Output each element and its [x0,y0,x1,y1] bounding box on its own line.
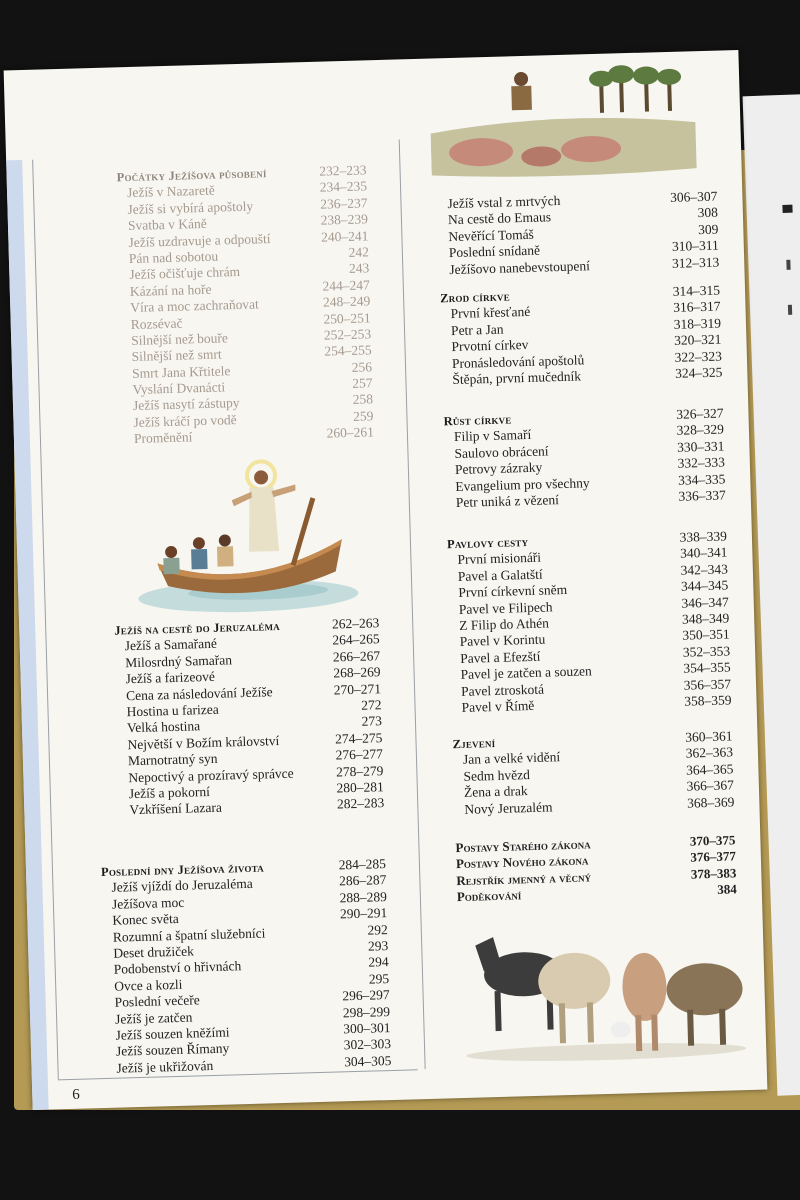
entry-title: Nevěřící Tomáš [448,226,535,244]
entry-title: Ježíš je zatčen [114,1009,193,1027]
entry-title: Pavel ve Filipech [458,598,553,617]
entry-pages: 250–251 [323,309,371,327]
entry-pages: 324–325 [674,364,723,381]
entry-pages: 328–329 [676,421,725,439]
entry-pages: 376–377 [690,848,737,865]
entry-pages: 244–247 [322,277,370,294]
entry-pages: 282–283 [336,795,385,812]
entry-title: Postavy Nového zákona [455,852,589,872]
section-pages: 262–263 [331,615,380,632]
section-entries [447,545,731,717]
entry-title: Ježíš a farizeové [125,668,216,687]
entry-title: Petrovy zázraky [454,459,543,478]
entry-pages: 272 [361,697,382,713]
entry-pages: 352–353 [682,643,731,660]
entry-title: Svatba v Káně [127,216,207,234]
entry-title: Sedm hvězd [463,766,531,784]
section-pages: 360–361 [685,728,733,745]
entry-title: Vzkříšení Lazara [129,799,223,818]
entry-title: Silnější než bouře [131,330,229,348]
section-title: Růst církve [443,412,512,429]
entry-pages: 294 [368,954,389,970]
entry-title: Postavy Starého zákona [455,836,591,856]
entry-title: První křesťané [450,304,531,322]
toc-section-2 [114,615,384,819]
section-pages: 326–327 [676,405,724,422]
entry-pages: 362–363 [685,744,734,762]
entry-pages: 296–297 [342,987,390,1004]
entry-pages: 358–359 [684,692,732,709]
entry-title: Ježíš očišťuje chrám [129,264,241,283]
section-title: Počátky Ježíšova působení [116,166,267,185]
entry-title: Ježíš souzen kněžími [115,1024,230,1043]
entry-title: Smrt Jana Křtitele [131,362,231,381]
next-page-mark [782,205,792,213]
entry-pages: 274–275 [334,729,383,747]
entry-title: Ježíš je ukřižován [116,1057,214,1076]
entry-pages: 316–317 [673,298,721,316]
entry-title: Proměnění [133,429,193,447]
section-title: Zjevení [452,735,496,752]
toc-section-3 [101,856,392,1077]
entry-pages: 240–241 [320,227,369,245]
entry-title: Podobenství o hřivnách [113,958,242,978]
goats-sheep-illustration [452,908,756,1066]
pigs-illustration [429,56,702,183]
section-entries [453,745,735,818]
entry-title: Rozsévač [130,315,183,332]
entry-title: Na cestě do Emaus [447,209,552,228]
entry-pages: 292 [367,921,388,938]
entry-title: Ovce a kozli [114,976,183,994]
entry-pages: 266–267 [332,647,381,665]
entry-title: Poděkování [456,887,522,905]
back-matter-entries [455,832,737,905]
entry-title: Ježíš v Nazaretě [126,183,215,201]
section-entries [117,179,374,448]
section-entries [101,872,391,1077]
entry-pages: 252–253 [323,326,372,343]
entry-title: Pavel a Galatští [457,566,543,584]
entry-pages: 378–383 [690,865,737,882]
entry-pages: 258 [352,391,374,408]
entry-title: Prvotní církev [451,337,529,355]
column-divider [399,139,426,1069]
entry-title: Největší v Božím království [127,732,280,752]
entry-title: Silnější než smrt [131,346,222,365]
toc-section-5 [443,406,726,512]
entry-title: Ježíš souzen Římany [115,1040,230,1060]
entry-pages: 302–303 [343,1036,392,1053]
section-title: Ježíš na cestě do Jeruzaléma [114,618,281,638]
entry-title: Poslední večeře [114,992,200,1010]
entry-title: Petr a Jan [450,321,504,338]
entry-title: Ježíš uzdravuje a odpouští [128,230,271,250]
entry-pages: 318–319 [673,315,722,332]
entry-pages: 308 [697,204,719,221]
entry-pages: 370–375 [689,832,736,849]
entry-pages: 340–341 [679,544,728,562]
entry-title: Vyslání Dvanácti [132,379,226,398]
entry-title: Ježíš kráčí po vodě [133,411,237,430]
entry-pages: 354–355 [683,659,731,676]
entry-pages: 300–301 [343,1019,391,1037]
entry-title: Pavel v Korintu [459,631,546,650]
entry-pages: 238–239 [320,211,369,228]
entry-title: Saulovo obrácení [454,443,549,461]
next-page-mark [786,260,790,270]
section-entries [440,299,722,389]
entry-pages: 336–337 [678,487,726,504]
entry-pages: 242 [348,244,370,260]
toc-section-1 [116,162,374,448]
section-pages: 284–285 [338,856,387,873]
entry-title: Žena a drak [463,783,528,801]
entry-title: Hostina u farizea [126,701,219,720]
section-title: Poslední dny Ježíšova života [100,860,265,880]
entry-title: Ježíšova moc [111,894,185,912]
entry-title: Rozumní a špatní služebníci [112,925,266,945]
entry-title: Deset družiček [113,943,195,961]
entry-pages: 264–265 [332,631,380,648]
entry-title: Víra a moc zachraňovat [130,296,260,316]
book-page [4,50,768,1110]
entry-title: Pavel je zatčen a souzen [460,663,593,683]
entry-title: Pavel ztroskotá [460,681,545,699]
entry-pages: 290–291 [339,905,388,922]
entry-pages: 280–281 [336,779,384,796]
section-entries [115,632,385,820]
entry-pages: 366–367 [686,777,735,794]
entry-pages: 254–255 [324,342,372,359]
entry-title: Velká hostina [126,718,201,736]
entry-pages: 295 [368,970,390,987]
entry-pages: 268–269 [333,664,381,681]
section-pages: 338–339 [679,528,728,545]
entry-pages: 286–287 [338,872,387,889]
entry-title: Ježíšovo nanebevstoupení [449,257,591,277]
entry-pages: 306–307 [669,188,718,205]
entry-pages: 348–349 [681,610,730,627]
toc-back-matter [455,832,737,905]
entry-pages: 334–335 [677,471,726,488]
entry-pages: 273 [361,713,383,730]
entry-title: Štěpán, první mučedník [452,368,582,388]
entry-title: Konec světa [112,911,179,928]
entry-pages: 304–305 [343,1052,392,1070]
entry-pages: 368–369 [686,793,735,811]
entry-pages: 260–261 [326,424,375,441]
entry-pages: 364–365 [685,761,734,778]
entry-pages: 293 [367,938,389,954]
entry-pages: 276–277 [335,746,384,763]
entry-title: První církevní sněm [458,582,568,601]
section-entries [444,422,726,512]
entry-title: Filip v Samaří [453,427,532,445]
entry-title: Pavel v Římě [461,697,535,715]
entry-pages: 248–249 [322,293,371,310]
page-number: 6 [72,1086,80,1103]
entry-title: Pán nad sobotou [128,248,219,266]
toc-section-6 [447,528,732,716]
section-pages: 314–315 [672,282,721,299]
entry-title: Marnotratný syn [127,750,218,769]
toc-section-4 [440,283,723,389]
entry-title: Cena za následování Ježíše [125,683,273,703]
entry-pages: 298–299 [342,1003,391,1020]
entry-pages: 384 [717,881,737,898]
entry-pages: 256 [351,358,373,375]
entry-title: Jan a velké vidění [462,749,561,768]
entry-pages: 322–323 [674,348,723,365]
entry-title: První misionáři [457,550,542,568]
entry-title: Pronásledování apoštolů [451,351,585,371]
entry-title: Ježíš a Samařané [124,636,218,654]
section-title: Pavlovy cesty [446,535,529,552]
entry-title: Nepoctivý a prozíravý správce [128,765,294,785]
entry-title: Nový Jeruzalém [464,798,553,817]
entry-pages: 288–289 [339,888,388,906]
toc-continued [437,189,719,279]
section-pages: 232–233 [319,162,367,179]
toc-section-7 [452,728,734,818]
entry-pages: 243 [348,260,370,277]
entry-title: Z Filip do Athén [459,615,550,633]
entry-title: Poslední snídaně [448,242,541,261]
entry-pages: 346–347 [681,593,729,611]
entry-pages: 312–313 [671,254,720,271]
entry-pages: 332–333 [677,454,726,471]
entry-pages: 257 [352,375,373,391]
entry-title: Kázání na hoře [129,281,212,299]
boat-illustration [135,453,369,619]
entry-title: Petr uniká z vězení [455,492,560,510]
entry-pages: 356–357 [683,675,732,693]
entry-pages: 236–237 [320,195,368,212]
entry-title: Milosrdný Samařan [124,652,233,671]
entry-pages: 309 [697,221,719,237]
next-page-mark [788,305,792,315]
entry-pages: 350–351 [682,626,730,644]
entry-title: Ježíš si vybírá apoštoly [127,198,254,217]
section-entries [437,189,719,279]
entry-title: Ježíš vstal z mrtvých [447,192,561,212]
entry-pages: 234–235 [319,178,368,196]
entry-title: Ježíš a pokorní [128,783,211,802]
section-title: Zrod církve [439,289,510,306]
entry-title: Evangelium pro všechny [455,474,590,494]
entry-pages: 320–321 [673,331,722,349]
entry-pages: 344–345 [680,577,729,594]
entry-pages: 310–311 [671,237,719,255]
entry-pages: 278–279 [335,762,384,779]
entry-pages: 342–343 [680,561,729,578]
entry-pages: 270–271 [333,680,382,698]
entry-pages: 259 [352,408,374,424]
entry-title: Pavel a Efezští [460,648,541,666]
entry-title: Rejstřík jmenný a věcný [456,869,592,888]
entry-title: Ježíš nasytí zástupy [132,395,240,414]
entry-pages: 330–331 [676,438,725,455]
entry-title: Ježíš vjíždí do Jeruzaléma [111,876,253,896]
